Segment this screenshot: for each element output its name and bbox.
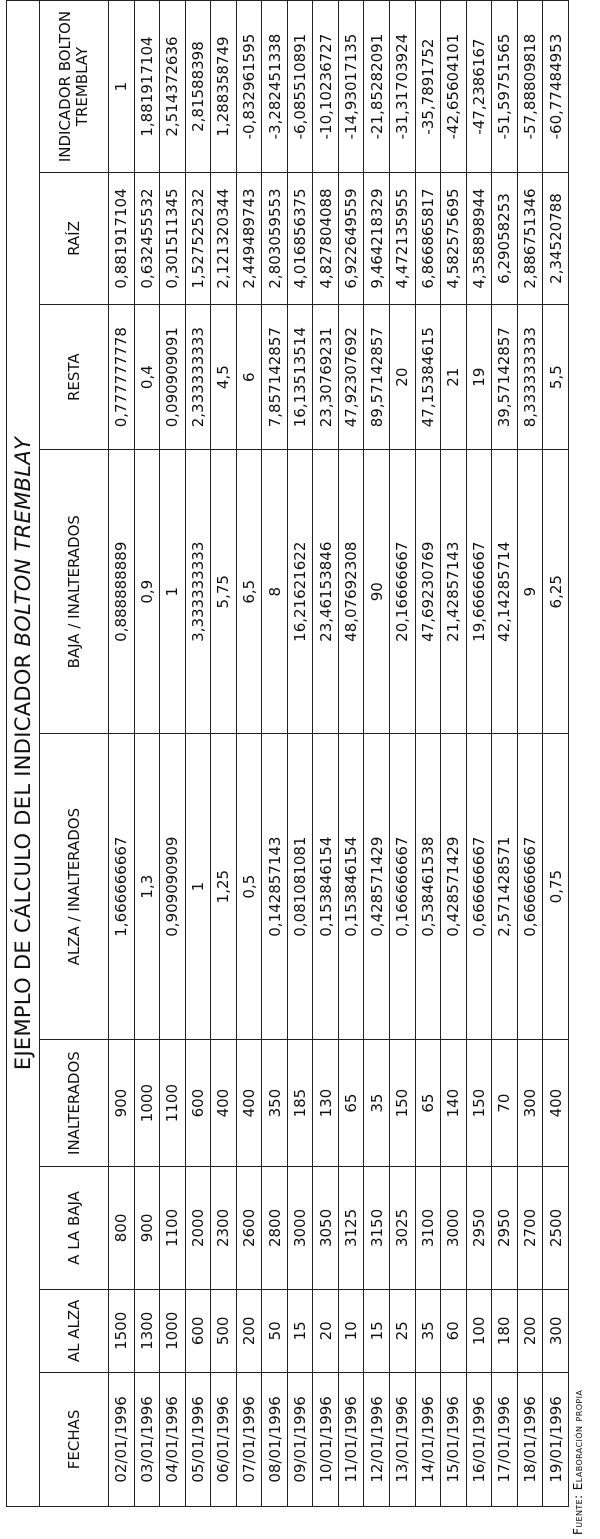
table-cell: 6,29058253 — [492, 173, 518, 305]
table-cell: -6,085510891 — [287, 1, 313, 173]
table-row — [109, 1, 135, 1507]
table-cell: 0,666666667 — [466, 734, 492, 1040]
table-cell: 150 — [466, 1040, 492, 1167]
table-cell: 4,5 — [211, 304, 237, 450]
column-header: INDICADOR BOLTON TREMBLAY — [40, 1, 109, 173]
table-cell: 48,07692308 — [338, 450, 364, 734]
table-cell: 2700 — [517, 1166, 543, 1289]
table-cell: 350 — [262, 1040, 288, 1167]
column-header: AL ALZA — [40, 1289, 109, 1372]
table-row — [185, 1, 211, 1507]
table-cell: 19 — [466, 304, 492, 450]
table-cell: 50 — [262, 1289, 288, 1372]
table-row — [313, 1, 339, 1507]
table-cell: 20,16666667 — [390, 450, 416, 734]
table-cell: 16,13513514 — [287, 304, 313, 450]
table-cell: 2,449489743 — [236, 173, 262, 305]
table-cell: -0,832961595 — [236, 1, 262, 173]
table-cell: 1,666666667 — [109, 734, 135, 1040]
table-cell: 4,827804088 — [313, 173, 339, 305]
table-cell: 2500 — [543, 1166, 569, 1289]
table-cell: 8 — [262, 450, 288, 734]
table-cell: 42,14285714 — [492, 450, 518, 734]
table-cell: 65 — [338, 1040, 364, 1167]
table-cell: 0,666666667 — [517, 734, 543, 1040]
table-cell: 9,464218329 — [364, 173, 390, 305]
table-cell: 2800 — [262, 1166, 288, 1289]
table-cell: 16,21621622 — [287, 450, 313, 734]
table-cell: 400 — [236, 1040, 262, 1167]
table-cell: 1500 — [109, 1289, 135, 1372]
table-cell: -35,7891752 — [415, 1, 441, 173]
table-cell: 0,881917104 — [109, 173, 135, 305]
table-cell: 2300 — [211, 1166, 237, 1289]
table-cell: 23,30769231 — [313, 304, 339, 450]
table-row — [160, 1, 186, 1507]
table-cell: 200 — [236, 1289, 262, 1372]
table-cell: 1,527525232 — [185, 173, 211, 305]
table-cell: 6,866865817 — [415, 173, 441, 305]
table-cell: 185 — [287, 1040, 313, 1167]
table-cell: 13/01/1996 — [390, 1372, 416, 1506]
table-cell: 07/01/1996 — [236, 1372, 262, 1506]
table-cell: 89,57142857 — [364, 304, 390, 450]
column-header: INALTERADOS — [40, 1040, 109, 1167]
table-cell: 09/01/1996 — [287, 1372, 313, 1506]
table-cell: 600 — [185, 1040, 211, 1167]
table-cell: 90 — [364, 450, 390, 734]
table-cell: 1,881917104 — [134, 1, 160, 173]
table-cell: 400 — [543, 1040, 569, 1167]
table-cell: 19,66666667 — [466, 450, 492, 734]
table-cell: 70 — [492, 1040, 518, 1167]
table-cell: 0,888888889 — [109, 450, 135, 734]
column-header: BAJA / INALTERADOS — [40, 450, 109, 734]
table-cell: 1000 — [160, 1289, 186, 1372]
table-cell: 0,166666667 — [390, 734, 416, 1040]
table-cell: 3025 — [390, 1166, 416, 1289]
table-cell: -31,31703924 — [390, 1, 416, 173]
table-cell: 1,25 — [211, 734, 237, 1040]
column-header: ALZA / INALTERADOS — [40, 734, 109, 1040]
table-cell: 8,333333333 — [517, 304, 543, 450]
table-cell: 900 — [134, 1166, 160, 1289]
table-cell: 60 — [441, 1289, 467, 1372]
table-cell: 23,46153846 — [313, 450, 339, 734]
table-row — [338, 1, 364, 1507]
table-cell: 0,5 — [236, 734, 262, 1040]
table-cell: 08/01/1996 — [262, 1372, 288, 1506]
header-row — [40, 1, 109, 1507]
table-cell: -60,77484953 — [543, 1, 569, 173]
table-container — [6, 0, 569, 1507]
table-cell: 2600 — [236, 1166, 262, 1289]
table-cell: 35 — [415, 1289, 441, 1372]
table-cell: 2950 — [466, 1166, 492, 1289]
column-header: RAÍZ — [40, 173, 109, 305]
table-row — [390, 1, 416, 1507]
table-cell: 25 — [390, 1289, 416, 1372]
table-cell: 400 — [211, 1040, 237, 1167]
table-cell: 47,69230769 — [415, 450, 441, 734]
table-cell: 6,922649559 — [338, 173, 364, 305]
table-cell: 1 — [109, 1, 135, 173]
table-cell: 300 — [543, 1289, 569, 1372]
table-cell: 47,92307692 — [338, 304, 364, 450]
table-cell: 1300 — [134, 1289, 160, 1372]
table-cell: 5,75 — [211, 450, 237, 734]
table-row — [415, 1, 441, 1507]
table-cell: 0,081081081 — [287, 734, 313, 1040]
column-header: FECHAS — [40, 1372, 109, 1506]
table-cell: 3000 — [441, 1166, 467, 1289]
table-title-text: EJEMPLO DE CÁLCULO DEL INDICADOR — [11, 646, 35, 1071]
table-cell: 0,9 — [134, 450, 160, 734]
table-cell: 100 — [466, 1289, 492, 1372]
table-cell: 1,3 — [134, 734, 160, 1040]
table-cell: 10 — [338, 1289, 364, 1372]
table-cell: 3100 — [415, 1166, 441, 1289]
table-cell: 1 — [185, 734, 211, 1040]
table-cell: 2,34520788 — [543, 173, 569, 305]
table-cell: 15 — [287, 1289, 313, 1372]
table-cell: -47,2386167 — [466, 1, 492, 173]
table-cell: 0,428571429 — [441, 734, 467, 1040]
table-title — [7, 1, 40, 1507]
table-row — [236, 1, 262, 1507]
table-cell: 2,514372636 — [160, 1, 186, 173]
table-cell: 2,886751346 — [517, 173, 543, 305]
table-cell: 17/01/1996 — [492, 1372, 518, 1506]
table-cell: 140 — [441, 1040, 467, 1167]
table-cell: 0,153846154 — [338, 734, 364, 1040]
table-cell: 6 — [236, 304, 262, 450]
table-cell: 300 — [517, 1040, 543, 1167]
table-row — [543, 1, 569, 1507]
table-cell: 35 — [364, 1040, 390, 1167]
table-cell: 0,538461538 — [415, 734, 441, 1040]
table-cell: 200 — [517, 1289, 543, 1372]
table-cell: 0,75 — [543, 734, 569, 1040]
table-cell: 4,472135955 — [390, 173, 416, 305]
table-cell: 3150 — [364, 1166, 390, 1289]
table-cell: -42,65604101 — [441, 1, 467, 173]
table-cell: 2,571428571 — [492, 734, 518, 1040]
table-cell: 16/01/1996 — [466, 1372, 492, 1506]
table-cell: 180 — [492, 1289, 518, 1372]
table-cell: 3000 — [287, 1166, 313, 1289]
table-body — [109, 1, 569, 1507]
table-cell: 130 — [313, 1040, 339, 1167]
table-cell: 0,301511345 — [160, 173, 186, 305]
table-cell: 11/01/1996 — [338, 1372, 364, 1506]
table-cell: 4,582575695 — [441, 173, 467, 305]
table-cell: 20 — [390, 304, 416, 450]
table-cell: 800 — [109, 1166, 135, 1289]
table-cell: 500 — [211, 1289, 237, 1372]
table-cell: 2000 — [185, 1166, 211, 1289]
table-row — [134, 1, 160, 1507]
table-cell: 7,857142857 — [262, 304, 288, 450]
table-cell: 4,016856375 — [287, 173, 313, 305]
table-cell: 06/01/1996 — [211, 1372, 237, 1506]
bolton-tremblay-table — [6, 0, 569, 1507]
table-cell: 19/01/1996 — [543, 1372, 569, 1506]
table-cell: 0,4 — [134, 304, 160, 450]
table-cell: 18/01/1996 — [517, 1372, 543, 1506]
column-header: A LA BAJA — [40, 1166, 109, 1289]
table-cell: 2,81588398 — [185, 1, 211, 173]
table-cell: 47,15384615 — [415, 304, 441, 450]
table-row — [262, 1, 288, 1507]
table-cell: 4,358898944 — [466, 173, 492, 305]
table-cell: 1100 — [160, 1166, 186, 1289]
source-note: Fuente: Elaboración propia — [571, 1389, 585, 1535]
table-row — [466, 1, 492, 1507]
table-cell: 1000 — [134, 1040, 160, 1167]
table-cell: 04/01/1996 — [160, 1372, 186, 1506]
table-cell: 2,333333333 — [185, 304, 211, 450]
table-cell: 0,777777778 — [109, 304, 135, 450]
table-cell: 21 — [441, 304, 467, 450]
table-cell: 1 — [160, 450, 186, 734]
table-cell: 1,288358749 — [211, 1, 237, 173]
table-cell: 15/01/1996 — [441, 1372, 467, 1506]
table-cell: 3125 — [338, 1166, 364, 1289]
table-cell: 02/01/1996 — [109, 1372, 135, 1506]
table-cell: 1100 — [160, 1040, 186, 1167]
table-cell: 2,803059553 — [262, 173, 288, 305]
table-cell: 20 — [313, 1289, 339, 1372]
table-cell: 0,909090909 — [160, 734, 186, 1040]
table-cell: 5,5 — [543, 304, 569, 450]
table-cell: 6,5 — [236, 450, 262, 734]
table-cell: 0,090909091 — [160, 304, 186, 450]
table-cell: 0,153846154 — [313, 734, 339, 1040]
table-row — [517, 1, 543, 1507]
table-cell: 21,42857143 — [441, 450, 467, 734]
table-cell: 3050 — [313, 1166, 339, 1289]
table-cell: 9 — [517, 450, 543, 734]
table-cell: 10/01/1996 — [313, 1372, 339, 1506]
table-cell: -21,85282091 — [364, 1, 390, 173]
table-cell: 600 — [185, 1289, 211, 1372]
table-cell: -3,282451338 — [262, 1, 288, 173]
table-cell: 65 — [415, 1040, 441, 1167]
table-cell: -51,59751565 — [492, 1, 518, 173]
table-cell: 03/01/1996 — [134, 1372, 160, 1506]
table-row — [441, 1, 467, 1507]
table-cell: 15 — [364, 1289, 390, 1372]
table-cell: -10,10236727 — [313, 1, 339, 173]
table-cell: 900 — [109, 1040, 135, 1167]
table-cell: 2,121320344 — [211, 173, 237, 305]
table-cell: 0,142857143 — [262, 734, 288, 1040]
table-row — [492, 1, 518, 1507]
table-cell: 0,632455532 — [134, 173, 160, 305]
table-cell: 14/01/1996 — [415, 1372, 441, 1506]
table-cell: 2950 — [492, 1166, 518, 1289]
table-row — [211, 1, 237, 1507]
table-cell: 6,25 — [543, 450, 569, 734]
table-cell: 12/01/1996 — [364, 1372, 390, 1506]
table-title-italic: BOLTON TREMBLAY — [11, 436, 35, 647]
column-header: RESTA — [40, 304, 109, 450]
table-cell: 3,333333333 — [185, 450, 211, 734]
table-cell: -57,88809818 — [517, 1, 543, 173]
table-cell: -14,93017135 — [338, 1, 364, 173]
table-cell: 39,57142857 — [492, 304, 518, 450]
table-row — [364, 1, 390, 1507]
table-cell: 05/01/1996 — [185, 1372, 211, 1506]
table-cell: 150 — [390, 1040, 416, 1167]
table-cell: 0,428571429 — [364, 734, 390, 1040]
table-row — [287, 1, 313, 1507]
